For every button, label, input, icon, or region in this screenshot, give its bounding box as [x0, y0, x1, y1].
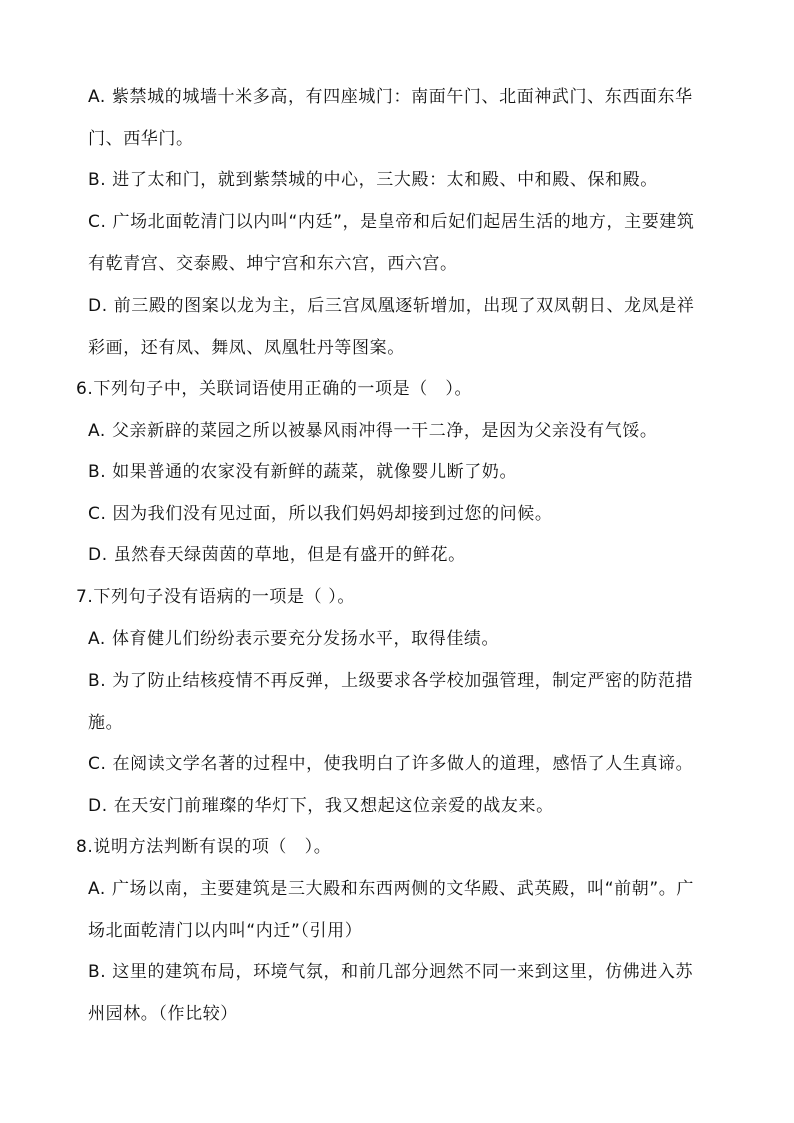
q6-option-d: D. 虽然春天绿茵茵的草地，但是有盛开的鲜花。 — [88, 545, 466, 565]
q8-option-b-line-2: 州园林。（作比较） — [88, 1004, 238, 1024]
question-6: 6.下列句子中，关联词语使用正确的一项是（ ）。 — [76, 379, 473, 399]
q7-option-b-line-1: B. 为了防止结核疫情不再反弹，上级要求各学校加强管理，制定严密的防范措 — [88, 671, 694, 691]
option-c-line-1: C. 广场北面乾清门以内叫“内廷”，是皇帝和后妃们起居生活的地方，主要建筑 — [88, 212, 695, 232]
option-b-line-1: B. 进了太和门，就到紫禁城的中心，三大殿：太和殿、中和殿、保和殿。 — [88, 170, 658, 190]
option-c-line-2: 有乾青宫、交泰殿、坤宁宫和东六宫，西六宫。 — [88, 254, 458, 274]
q8-option-a-line-1: A. 广场以南，主要建筑是三大殿和东西两侧的文华殿、武英殿，叫“前朝”。广 — [88, 879, 694, 899]
q6-option-b: B. 如果普通的农家没有新鲜的蔬菜，就像婴儿断了奶。 — [88, 462, 518, 482]
option-a-line-1: A. 紫禁城的城墙十米多高，有四座城门：南面午门、北面神武门、东西面东华 — [88, 87, 693, 107]
option-d-line-1: D. 前三殿的图案以龙为主，后三宫凤凰逐斩增加，出现了双凤朝日、龙凤是祥 — [88, 296, 695, 316]
q7-option-d: D. 在天安门前璀璨的华灯下，我又想起这位亲爱的战友来。 — [88, 796, 554, 816]
option-a-line-2: 门、西华门。 — [88, 129, 194, 149]
q7-option-a: A. 体育健儿们纷纷表示要充分发扬水平，取得佳绩。 — [88, 629, 500, 649]
question-7: 7.下列句子没有语病的一项是（ ）。 — [76, 587, 355, 607]
option-d-line-2: 彩画，还有凤、舞凤、凤凰牡丹等图案。 — [88, 338, 405, 358]
q6-option-c: C. 因为我们没有见过面，所以我们妈妈却接到过您的问候。 — [88, 504, 553, 524]
q6-option-a: A. 父亲新辟的菜园之所以被暴风雨冲得一干二净，是因为父亲没有气馁。 — [88, 421, 658, 441]
q7-option-b-line-2: 施。 — [88, 713, 124, 733]
q8-option-b-line-1: B. 这里的建筑布局，环境气氛，和前几部分迥然不同一来到这里，仿佛进入苏 — [88, 962, 694, 982]
q7-option-c: C. 在阅读文学名著的过程中，使我明白了许多做人的道理，感悟了人生真谛。 — [88, 754, 694, 774]
question-8: 8.说明方法判断有误的项（ ）。 — [76, 837, 332, 857]
q8-option-a-line-2: 场北面乾清门以内叫“内迁”（引用） — [88, 921, 363, 941]
